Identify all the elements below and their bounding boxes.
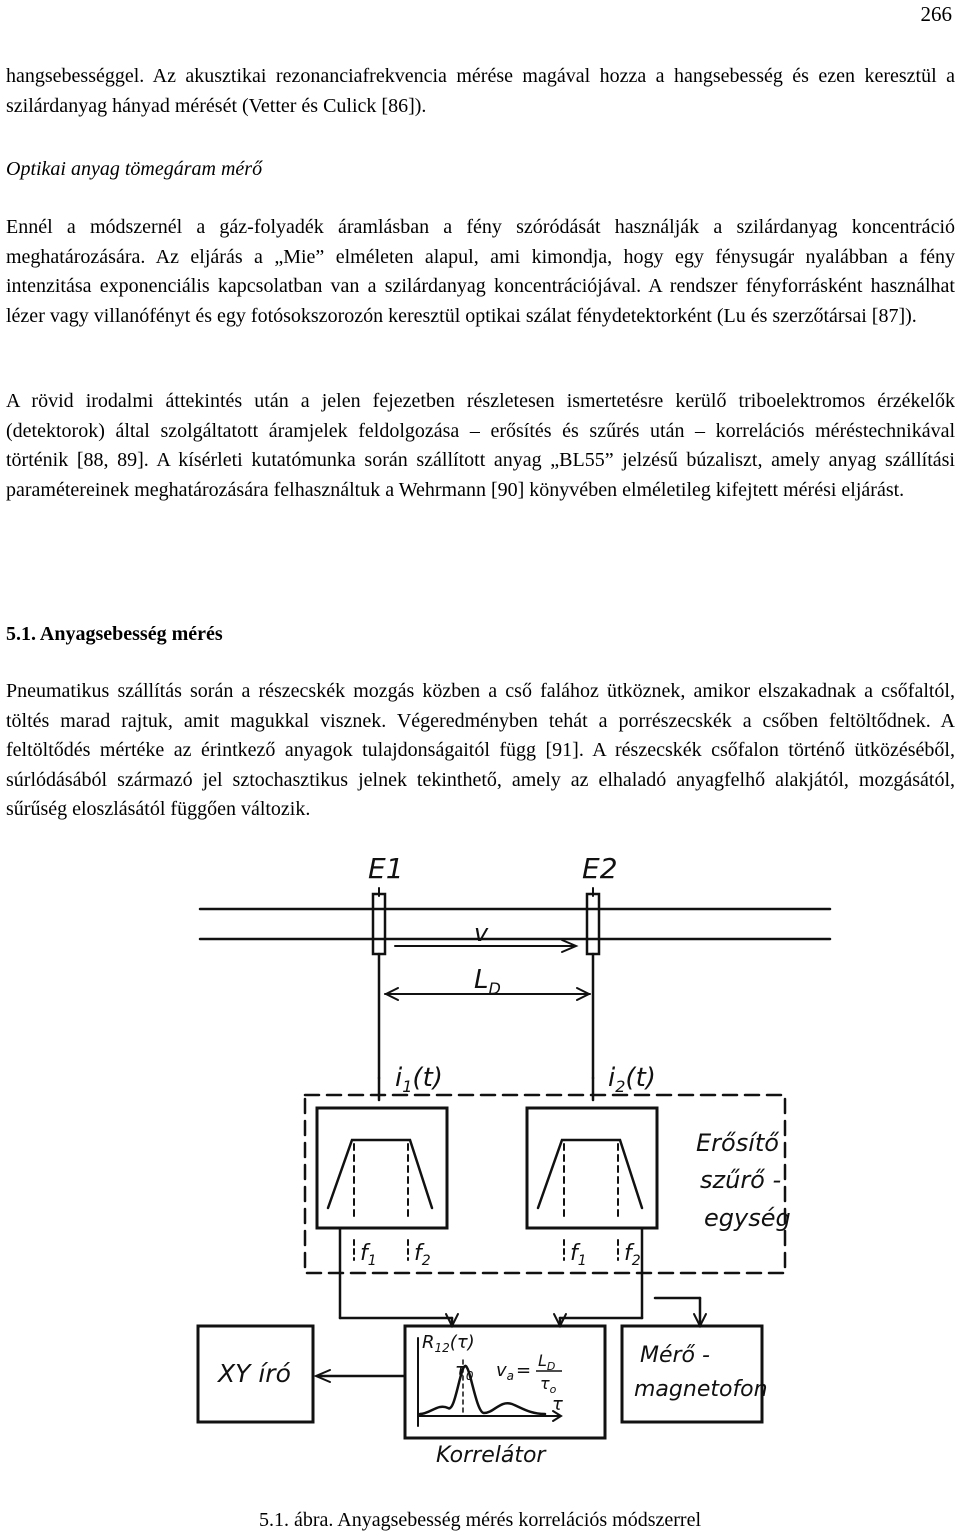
label-e1: E1 [368, 852, 404, 885]
label-amplifier-1: Erősítő [696, 1129, 779, 1157]
tape-recorder-box [622, 1326, 762, 1422]
paragraph-overview: A rövid irodalmi áttekintés után a jelen fejezetben részletesen ismertetésre kerülő triboelektromos érzékelők (detektorok) által szolgáltatott áramjelek feldolgozása – erősítés és szűrés után – korrelációs méréstechnikával történik [88, 89]. A kísérleti kutatómunka során szállított anyag „BL55” jelzésű búzaliszt, amely anyag szállítási paramétereinek meghatározására felhasználtuk a Wehrmann [90] könyvében elméletileg kifejtett mérési eljárást. [6, 390, 955, 501]
label-f2-left: $f_2$ [414, 1241, 431, 1269]
paragraph-intro: hangsebességgel. Az akusztikai rezonanciafrekvencia mérése magával hozza a hangsebesség és ezen keresztül a szilárdanyag hányad mérését (Vetter és Culick [86]). [6, 65, 955, 117]
label-i2: $i_2(t)$ [608, 1063, 656, 1096]
label-fraction-denominator: $\tau_o$ [540, 1374, 557, 1396]
diagram-svg [0, 848, 960, 1508]
label-f2-right: $f_2$ [624, 1241, 641, 1269]
label-e2: E2 [582, 852, 618, 885]
label-tau-axis: τ [552, 1394, 563, 1415]
page-number: 266 [920, 2, 952, 26]
label-velocity-formula: $v_a$ = [496, 1360, 532, 1383]
label-xy-recorder: XY író [218, 1359, 291, 1388]
paragraph-pneumatic: Pneumatikus szállítás során a részecskék mozgás közben a cső falához ütköznek, amikor elszakadnak a csőfaltól, töltés marad rajtuk, amit magukkal visznek. Végeredményben tehát a porrészecskék a csőben feltöltődnek. A feltöltődés mértéke az érintkező anyagok tulajdonságaitól függ [91]. A részecskék csőfalon történő ütközéséből, súrlódásából származó jel sztochasztikus jelnek tekinthető, amely az elhaladó anyagfelhő alakjától, mozgásától, sűrűség eloszlásától függően változik. [6, 680, 955, 820]
filter-box-1 [317, 1108, 447, 1228]
filter-box-2 [527, 1108, 657, 1228]
label-f1-left: $f_1$ [360, 1241, 377, 1269]
label-recorder-1: Mérő - [640, 1343, 710, 1368]
label-ld: $L_D$ [474, 965, 501, 998]
label-correlator: Korrelátor [436, 1443, 546, 1468]
label-f1-right: $f_1$ [570, 1241, 587, 1269]
figure-correlation-diagram [0, 848, 960, 1508]
section-heading: 5.1. Anyagsebesség mérés [6, 623, 223, 645]
label-recorder-2: magnetofon [634, 1377, 768, 1402]
figure-caption: 5.1. ábra. Anyagsebesség mérés korrelációs módszerrel [258, 1509, 702, 1531]
label-amplifier-2: szűrő - [700, 1166, 782, 1194]
label-tau0: $\tau_0$ [455, 1360, 474, 1383]
subheading-optical-meter: Optikai anyag tömegáram mérő [6, 158, 263, 180]
label-i1: $i_1(t)$ [395, 1063, 443, 1096]
paragraph-optical: Ennél a módszernél a gáz-folyadék áramlásban a fény szóródását használják a szilárdanyag koncentráció meghatározására. Az eljárás a „Mie” elméleten alapul, ami kimondja, hogy egy fénysugár nyalábban a fény intenzitása exponenciális kapcsolatban van a szilárdanyag koncentrációjával. A rendszer fényforrásként használhat lézer vagy villanófényt és egy fotósokszorozón keresztül optikai szálat fénydetektorként (Lu és szerzőtársai [87]). [6, 216, 955, 327]
electrode-e2 [587, 894, 599, 954]
electrode-e1 [373, 894, 385, 954]
label-correlation-function: $R_{12}(\tau)$ [422, 1332, 475, 1355]
label-fraction-numerator: $L_D$ [538, 1351, 556, 1373]
label-amplifier-3: egység [704, 1204, 791, 1232]
label-velocity: v [474, 919, 489, 947]
